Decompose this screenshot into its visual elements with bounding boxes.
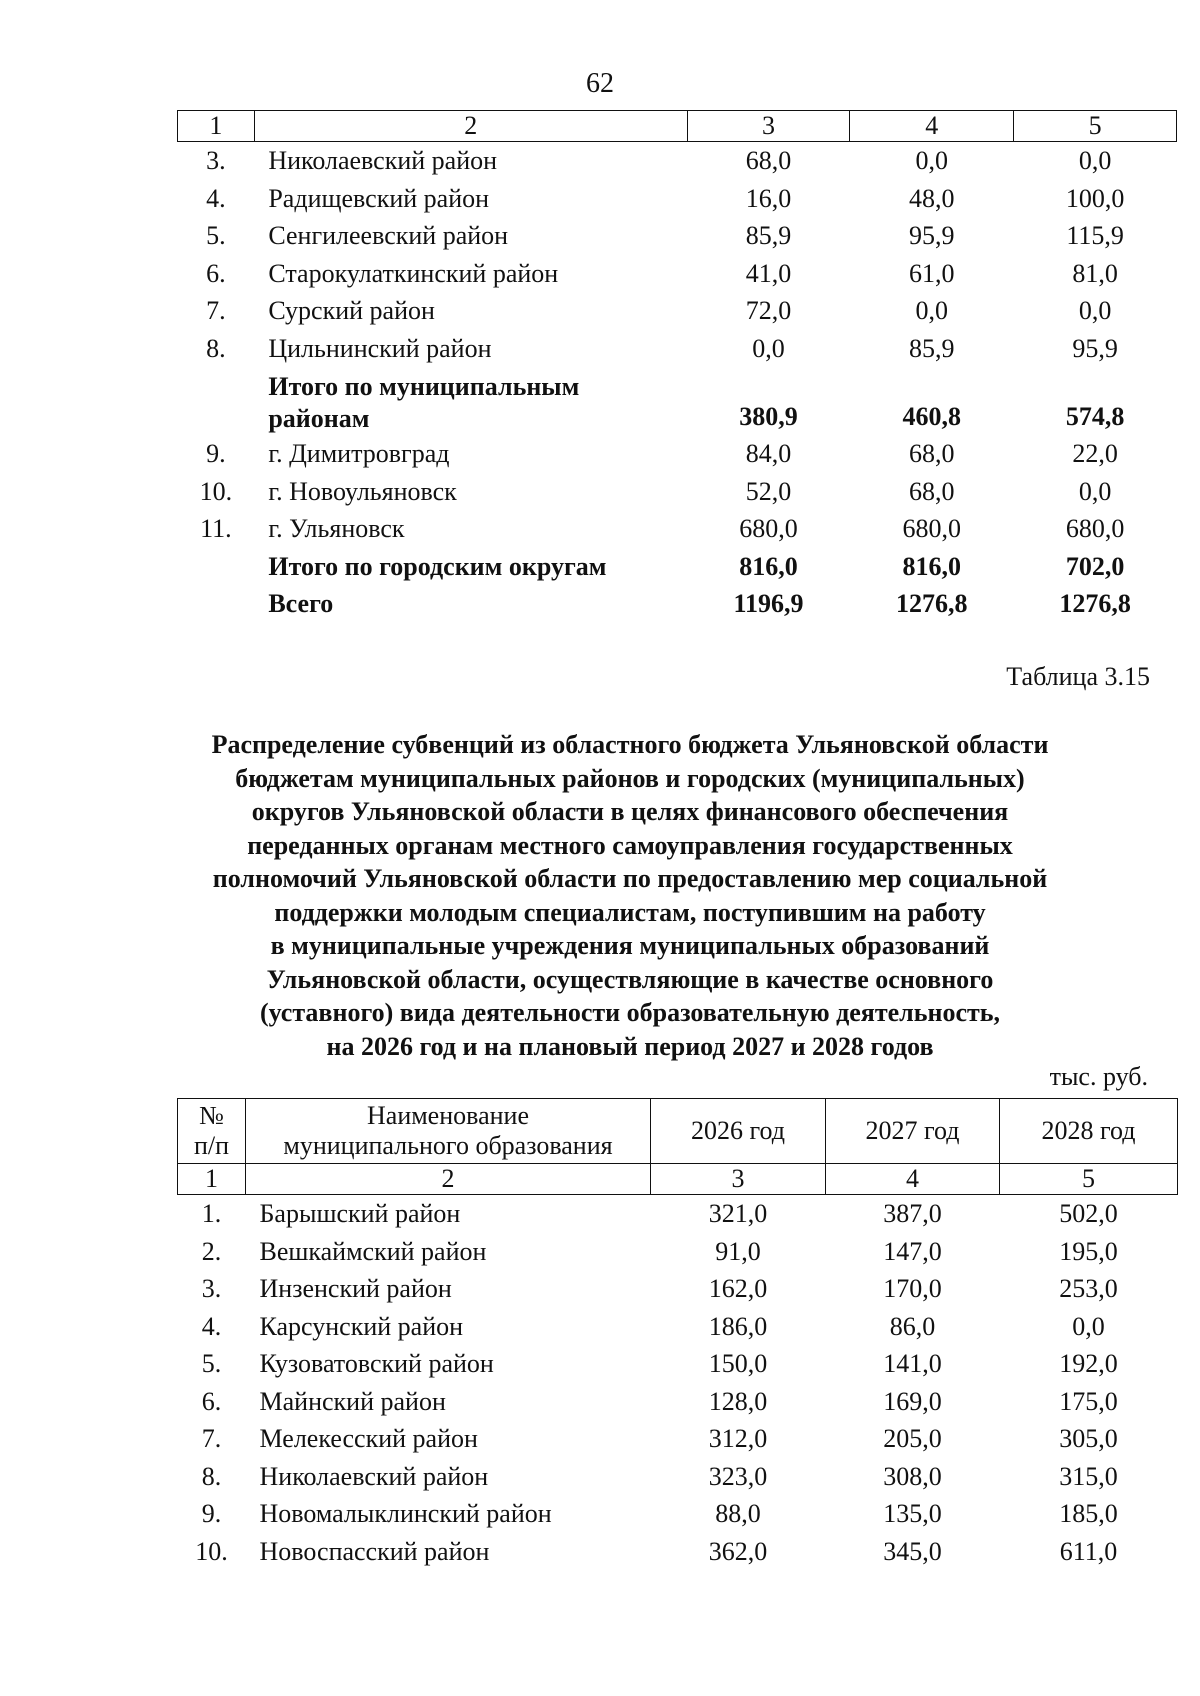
- value-2028: 175,0: [1059, 1386, 1118, 1416]
- municipality-name: Сенгилеевский район: [268, 221, 509, 250]
- municipality-name: г. Ульяновск: [268, 514, 405, 543]
- table-row: [178, 1308, 1178, 1346]
- header-row: [178, 1099, 1178, 1164]
- value-2027: 460,8: [902, 401, 962, 431]
- row-number: 5.: [206, 221, 226, 250]
- value-2027: 816,0: [902, 551, 962, 581]
- header-name-line1: Наименование: [367, 1101, 529, 1130]
- column-index: 1: [178, 111, 255, 142]
- value-2028: 1276,8: [1059, 589, 1131, 618]
- table-row: [178, 1383, 1178, 1421]
- value-2028: 0,0: [1078, 146, 1112, 175]
- table-row: [178, 330, 1177, 368]
- value-2026: 52,0: [745, 476, 792, 506]
- subtotal-cities-row: [178, 548, 1177, 586]
- value-2027: 95,9: [909, 221, 955, 250]
- value-2027: 169,0: [883, 1386, 942, 1416]
- value-2027: 205,0: [883, 1424, 942, 1453]
- value-2028: 100,0: [1065, 183, 1125, 213]
- table-row: [178, 1195, 1178, 1233]
- row-number: 9.: [201, 1499, 222, 1528]
- value-2026: 162,0: [708, 1274, 768, 1303]
- value-2028: 115,9: [1066, 221, 1124, 250]
- value-2026: 91,0: [715, 1236, 761, 1266]
- row-number: 6.: [206, 258, 226, 288]
- table-row: [178, 1458, 1178, 1496]
- row-number: 5.: [201, 1349, 222, 1378]
- value-2026: 84,0: [745, 439, 792, 468]
- value-2026: 68,0: [745, 146, 792, 175]
- column-index: 2: [254, 111, 687, 142]
- title-line: Ульяновской области, осуществляющие в качестве основного: [266, 964, 994, 994]
- row-number: 8.: [201, 1461, 222, 1491]
- header-number-line2: п/п: [193, 1131, 230, 1160]
- value-2027: 85,9: [909, 333, 955, 363]
- value-2028: 185,0: [1059, 1499, 1118, 1528]
- column-index: 2: [246, 1164, 651, 1195]
- value-2027: 86,0: [889, 1311, 936, 1341]
- municipality-name: Инзенский район: [259, 1274, 452, 1303]
- table-row: [178, 435, 1177, 473]
- value-2026: 680,0: [739, 514, 798, 543]
- subtotal-districts-row: [178, 367, 1177, 435]
- value-2026: 1196,9: [733, 589, 804, 618]
- table-row: [178, 1270, 1178, 1308]
- table-row: [178, 1233, 1178, 1271]
- table-row: [178, 142, 1177, 180]
- column-index: 3: [651, 1164, 826, 1195]
- value-2026: 380,9: [739, 401, 798, 431]
- page-number: 62: [586, 68, 614, 99]
- total-label: Всего: [268, 589, 334, 618]
- subtotal-label-line2: районам: [268, 404, 370, 433]
- municipality-name: г. Новоульяновск: [268, 476, 457, 506]
- row-number: 10.: [199, 476, 233, 506]
- continuation-table: [177, 110, 1177, 623]
- value-2027: 147,0: [883, 1236, 942, 1266]
- header-year-2026: 2026 год: [651, 1099, 826, 1164]
- value-2028: 502,0: [1059, 1199, 1118, 1228]
- value-2027: 345,0: [883, 1536, 942, 1566]
- value-2028: 315,0: [1059, 1461, 1118, 1491]
- header-name-line2: муниципального образования: [283, 1131, 613, 1160]
- municipality-name: Кузоватовский район: [259, 1349, 494, 1378]
- value-2027: 0,0: [915, 296, 949, 325]
- units-label: тыс. руб.: [1049, 1062, 1148, 1091]
- value-2026: 0,0: [752, 333, 785, 363]
- value-2028: 0,0: [1078, 296, 1112, 325]
- header-year-2028: 2028 год: [1000, 1099, 1178, 1164]
- header-year-2027: 2027 год: [826, 1099, 1000, 1164]
- row-number: 9.: [206, 439, 226, 468]
- value-2027: 68,0: [909, 439, 955, 468]
- row-number: 1.: [201, 1199, 222, 1228]
- table-row: [178, 1533, 1178, 1571]
- value-2028: 574,8: [1065, 401, 1125, 431]
- value-2027: 0,0: [915, 146, 949, 175]
- municipality-name: Мелекесский район: [259, 1424, 478, 1453]
- table-row: [178, 1495, 1178, 1533]
- row-number: 10.: [195, 1536, 228, 1566]
- row-number: 4.: [201, 1311, 222, 1341]
- municipality-name: Николаевский район: [268, 146, 498, 175]
- value-2026: 150,0: [708, 1349, 768, 1378]
- title-line: переданных органам местного самоуправления государственных: [247, 830, 1013, 860]
- value-2026: 85,9: [745, 221, 792, 250]
- value-2026: 816,0: [739, 551, 798, 581]
- header-name: [246, 1099, 651, 1164]
- column-index: 4: [826, 1164, 1000, 1195]
- column-index: 5: [1014, 111, 1177, 142]
- row-number: 3.: [206, 146, 226, 175]
- value-2026: 186,0: [708, 1311, 768, 1341]
- column-index-row: [178, 111, 1177, 142]
- table-caption: Таблица 3.15: [1006, 662, 1150, 691]
- value-2026: 16,0: [745, 183, 792, 213]
- value-2027: 135,0: [883, 1499, 942, 1528]
- table-row: [178, 255, 1177, 293]
- municipality-name: Майнский район: [259, 1386, 446, 1416]
- column-index: 4: [850, 111, 1014, 142]
- table-row: [178, 473, 1177, 511]
- row-number: 11.: [200, 514, 232, 543]
- value-2028: 95,9: [1072, 333, 1118, 363]
- value-2028: 305,0: [1059, 1424, 1118, 1453]
- value-2027: 141,0: [883, 1349, 942, 1378]
- municipality-name: Барышский район: [259, 1199, 461, 1228]
- value-2027: 170,0: [883, 1274, 942, 1303]
- total-row: [178, 585, 1177, 623]
- municipality-name: Радищевский район: [268, 183, 490, 213]
- value-2027: 680,0: [902, 514, 962, 543]
- table-title: [150, 728, 1110, 1063]
- title-line: полномочий Ульяновской области по предоставлению мер социальной: [212, 864, 1048, 893]
- value-2027: 1276,8: [896, 589, 968, 618]
- subtotal-label: Итого по городским округам: [268, 551, 607, 581]
- title-line: на 2026 год и на плановый период 2027 и 2028 годов: [326, 1031, 934, 1061]
- row-number: 4.: [206, 183, 226, 213]
- value-2028: 22,0: [1072, 439, 1118, 468]
- municipality-name: Сурский район: [268, 296, 435, 325]
- municipality-name: Новомалыклинский район: [259, 1499, 552, 1528]
- subventions-table: [177, 1098, 1178, 1570]
- value-2028: 611,0: [1059, 1536, 1118, 1566]
- row-number: 2.: [201, 1236, 222, 1266]
- header-number-line1: №: [199, 1101, 224, 1130]
- title-line: поддержки молодым специалистам, поступившим на работу: [274, 897, 986, 927]
- value-2026: 323,0: [708, 1461, 768, 1491]
- value-2027: 308,0: [883, 1461, 942, 1491]
- title-line: (уставного) вида деятельности образовательную деятельность,: [259, 998, 1001, 1027]
- municipality-name: Вешкаймский район: [259, 1236, 487, 1266]
- column-index: 1: [178, 1164, 246, 1195]
- municipality-name: г. Димитровград: [268, 439, 450, 468]
- value-2026: 88,0: [715, 1499, 761, 1528]
- municipality-name: Новоспасский район: [259, 1536, 490, 1566]
- value-2026: 312,0: [708, 1424, 768, 1453]
- title-line: Распределение субвенций из областного бюджета Ульяновской области: [211, 730, 1049, 759]
- value-2026: 41,0: [745, 258, 792, 288]
- value-2026: 128,0: [708, 1386, 768, 1416]
- municipality-name: Старокулаткинский район: [268, 258, 559, 288]
- title-line: в муниципальные учреждения муниципальных образований: [270, 931, 990, 960]
- value-2027: 61,0: [909, 258, 955, 288]
- value-2028: 0,0: [1072, 1311, 1105, 1341]
- subtotal-label: [254, 367, 687, 435]
- value-2027: 387,0: [883, 1199, 942, 1228]
- table-row: [178, 1345, 1178, 1383]
- table-row: [178, 180, 1177, 218]
- value-2027: 48,0: [909, 183, 955, 213]
- column-index: 3: [687, 111, 850, 142]
- title-line: бюджетам муниципальных районов и городских (муниципальных): [235, 763, 1025, 793]
- value-2028: 81,0: [1072, 258, 1118, 288]
- row-number: 8.: [206, 333, 226, 363]
- value-2028: 195,0: [1059, 1236, 1118, 1266]
- table-row: [178, 510, 1177, 548]
- row-number: 3.: [201, 1274, 222, 1303]
- table-row: [178, 292, 1177, 330]
- municipality-name: Николаевский район: [259, 1461, 489, 1491]
- row-number: 7.: [201, 1424, 222, 1453]
- table-row: [178, 217, 1177, 255]
- value-2027: 68,0: [909, 476, 955, 506]
- value-2026: 72,0: [745, 296, 792, 325]
- value-2026: 321,0: [708, 1199, 768, 1228]
- municipality-name: Карсунский район: [259, 1311, 464, 1341]
- header-number: [178, 1099, 246, 1164]
- title-line: округов Ульяновской области в целях финансового обеспечения: [251, 797, 1009, 826]
- table-row: [178, 1420, 1178, 1458]
- row-number: 7.: [206, 296, 226, 325]
- value-2028: 680,0: [1065, 514, 1125, 543]
- value-2026: 362,0: [708, 1536, 768, 1566]
- value-2028: 702,0: [1065, 551, 1125, 581]
- value-2028: 253,0: [1059, 1274, 1118, 1303]
- municipality-name: Цильнинский район: [268, 333, 492, 363]
- value-2028: 0,0: [1078, 476, 1112, 506]
- subtotal-label-line1: Итого по муниципальным: [268, 372, 580, 401]
- value-2028: 192,0: [1059, 1349, 1118, 1378]
- column-index-row: [178, 1164, 1178, 1195]
- row-number: 6.: [201, 1386, 222, 1416]
- column-index: 5: [1000, 1164, 1178, 1195]
